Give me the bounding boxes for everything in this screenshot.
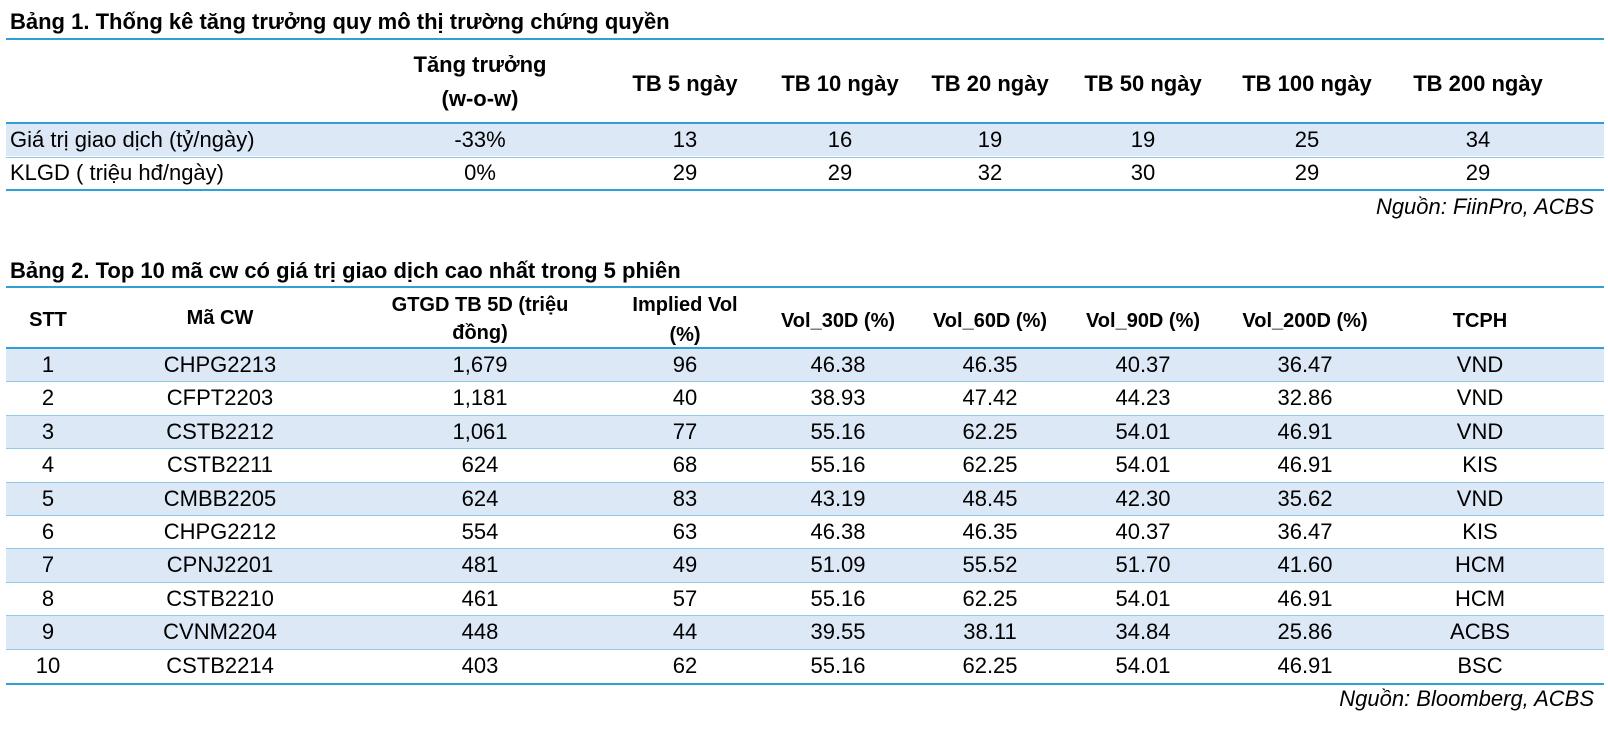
table1-title: Bảng 1. Thống kê tăng trưởng quy mô thị trường chứng quyền — [10, 9, 670, 34]
table2-bottom-rule — [6, 683, 1604, 685]
table2-cell: 46.38 — [810, 519, 866, 544]
table2-cell: 38.11 — [963, 619, 1017, 645]
table2-cell: 36.47 — [1277, 352, 1333, 377]
table2-cell: 48.45 — [962, 485, 1018, 511]
table1-header-tb100: TB 100 ngày — [1242, 71, 1372, 96]
table2-cell: 54.01 — [1115, 585, 1171, 611]
table2-cell: 54.01 — [1115, 418, 1171, 444]
table2-cell: 403 — [461, 652, 499, 678]
table2-cell: 554 — [461, 519, 499, 544]
table2-cell: 47.42 — [962, 385, 1018, 411]
table2-cell: 624 — [461, 452, 499, 478]
table1-source: Nguồn: FiinPro, ACBS — [1375, 194, 1594, 219]
table2-cell: BSC — [1457, 652, 1503, 678]
table1-cell: 29 — [827, 160, 853, 185]
table1-header-tb50: TB 50 ngày — [1084, 71, 1202, 96]
table2-cell: 57 — [672, 585, 698, 611]
table1-cell: 29 — [1294, 160, 1320, 185]
table2-cell: ACBS — [1450, 619, 1510, 645]
table2-row-divider — [6, 448, 1604, 449]
table2-row-divider — [6, 649, 1604, 650]
table2-cw-code: CSTB2210 — [166, 585, 274, 611]
table1-cell: 29 — [1465, 160, 1491, 185]
table2-header-stt: STT — [29, 309, 67, 331]
table2-cell: 4 — [41, 452, 55, 478]
table1-cell: 34 — [1465, 127, 1491, 152]
table2-cell: 55.16 — [810, 585, 866, 611]
table2-cell: 46.38 — [810, 352, 866, 377]
table2-top-rule — [6, 286, 1604, 288]
table1-row-label-klgd: KLGD ( triệu hđ/ngày) — [10, 160, 224, 185]
table2-cell: 624 — [461, 485, 499, 511]
table2-cell: HCM — [1454, 585, 1506, 611]
table2-cell: 46.91 — [1277, 452, 1333, 478]
table2-cell: 55.16 — [810, 452, 866, 478]
table2-header-gtgd-line2: đồng) — [452, 322, 508, 344]
table2-cell: 40.37 — [1115, 352, 1171, 377]
table2-cell: 51.70 — [1115, 552, 1171, 578]
table2-cell: 62.25 — [962, 652, 1018, 678]
table2-cw-code: CFPT2203 — [166, 385, 274, 411]
table2-row-divider — [6, 482, 1604, 483]
table2-cell: 6 — [41, 519, 55, 544]
table2-row-divider — [6, 582, 1604, 583]
table2-cell: 38.93 — [810, 385, 866, 411]
table2-cell: 54.01 — [1115, 652, 1171, 678]
table1-bottom-rule — [6, 189, 1604, 191]
table2-header-vol200: Vol_200D (%) — [1242, 310, 1368, 332]
table2-cell: 44.23 — [1115, 385, 1171, 411]
table2-cell: 1 — [41, 352, 55, 377]
table2-row-divider — [6, 515, 1604, 516]
table2-cw-code: CMBB2205 — [163, 485, 277, 511]
table2-cw-code: CVNM2204 — [163, 619, 277, 645]
table2-cell: 54.01 — [1115, 452, 1171, 478]
table2-cw-code: CSTB2211 — [167, 452, 273, 478]
table1-cell: 0% — [464, 160, 496, 185]
table2-cell: 32.86 — [1277, 385, 1333, 411]
table2-cell: 39.55 — [810, 619, 866, 645]
table2-cell: 481 — [461, 552, 499, 578]
table2-title: Bảng 2. Top 10 mã cw có giá trị giao dịch cao nhất trong 5 phiên — [10, 258, 681, 283]
table1-row-label-gia-tri: Giá trị giao dịch (tỷ/ngày) — [10, 127, 255, 152]
table1-row-divider — [6, 157, 1604, 158]
table2-header-tcph: TCPH — [1452, 310, 1508, 332]
table2-cell: 55.16 — [810, 652, 866, 678]
table2-cell: 62.25 — [962, 452, 1018, 478]
table1-header-growth-line1: Tăng trưởng — [413, 52, 547, 77]
table2-cell: 51.09 — [810, 552, 866, 578]
table2-cell: 43.19 — [810, 485, 866, 511]
table2-cell: 35.62 — [1277, 485, 1333, 511]
table2-cell: 8 — [41, 585, 55, 611]
table2-cell: 44 — [672, 619, 698, 645]
table1-header-tb20: TB 20 ngày — [931, 71, 1049, 96]
table2-cell: VND — [1456, 485, 1504, 511]
table2-cell: HCM — [1454, 552, 1506, 578]
table2-cell: 46.91 — [1277, 585, 1333, 611]
table2-cell: 3 — [41, 418, 55, 444]
table1-cell: 30 — [1130, 160, 1156, 185]
table2-cell: 5 — [41, 485, 55, 511]
table2-row-divider — [6, 381, 1604, 382]
table2-cell: 62.25 — [962, 585, 1018, 611]
table1-top-rule — [6, 38, 1604, 40]
table1-cell: 13 — [672, 127, 698, 152]
table2-cell: 96 — [672, 352, 698, 377]
table2-cell: VND — [1456, 352, 1504, 377]
table2-cell: 63 — [672, 519, 698, 544]
table1-header-growth-line2: (w-o-w) — [441, 86, 519, 111]
table2-cell: 46.35 — [962, 519, 1018, 544]
table1-cell: 16 — [827, 127, 853, 152]
table2-cell: 36.47 — [1277, 519, 1333, 544]
table2-row-divider — [6, 548, 1604, 549]
table2-header-gtgd-line1: GTGD TB 5D (triệu — [391, 294, 569, 316]
table2-cell: 9 — [41, 619, 55, 645]
table2-cell: 46.91 — [1277, 652, 1333, 678]
table2-cell: 46.91 — [1277, 418, 1333, 444]
table2-cell: 40.37 — [1115, 519, 1171, 544]
table2-cell: KIS — [1462, 519, 1498, 544]
table1-cell: -33% — [454, 127, 506, 152]
table2-cell: 40 — [672, 385, 698, 411]
table2-source: Nguồn: Bloomberg, ACBS — [1339, 686, 1594, 711]
table1-cell: 29 — [672, 160, 698, 185]
table2-cell: VND — [1456, 418, 1504, 444]
table1-header-tb200: TB 200 ngày — [1413, 71, 1543, 96]
table2-header-vol60: Vol_60D (%) — [932, 310, 1048, 332]
table2-row-divider — [6, 415, 1604, 416]
table2-header-iv-line2: (%) — [669, 324, 701, 346]
table2-cell: 1,679 — [452, 352, 508, 377]
table1-header-tb5: TB 5 ngày — [632, 71, 738, 96]
table2-cell: 55.16 — [810, 418, 866, 444]
table2-row-divider — [6, 615, 1604, 616]
table2-cell: 41.60 — [1277, 552, 1333, 578]
table2-cell: KIS — [1462, 452, 1498, 478]
table2-cell: 10 — [35, 652, 61, 678]
table2-header-vol90: Vol_90D (%) — [1085, 310, 1201, 332]
table2-cell: 34.84 — [1115, 619, 1171, 645]
table2-cell: VND — [1456, 385, 1504, 411]
table2-cell: 25.86 — [1277, 619, 1333, 645]
table2-cell: 49 — [672, 552, 698, 578]
table2-cell: 62 — [672, 652, 698, 678]
table2-cell: 77 — [672, 418, 698, 444]
table2-cell: 1,181 — [452, 385, 508, 411]
table1-header-tb10: TB 10 ngày — [781, 71, 899, 96]
table2-header-vol30: Vol_30D (%) — [780, 310, 896, 332]
table2-cell: 46.35 — [962, 352, 1018, 377]
table2-cw-code: CSTB2212 — [166, 418, 274, 444]
table2-cell: 461 — [461, 585, 499, 611]
table1-cell: 32 — [977, 160, 1003, 185]
table2-header-iv-line1: Implied Vol — [632, 294, 738, 316]
table2-cell: 62.25 — [962, 418, 1018, 444]
table2-cell: 55.52 — [962, 552, 1018, 578]
table1-cell: 19 — [1130, 127, 1156, 152]
table2-cell: 42.30 — [1115, 485, 1171, 511]
table2-header-ma-cw: Mã CW — [186, 307, 254, 329]
table1-cell: 25 — [1294, 127, 1320, 152]
table2-cell: 2 — [41, 385, 55, 411]
table1-cell: 19 — [977, 127, 1003, 152]
table2-cell: 68 — [672, 452, 698, 478]
table2-cell: 7 — [41, 552, 55, 578]
table2-cw-code: CHPG2212 — [163, 519, 277, 544]
table2-cw-code: CHPG2213 — [163, 352, 277, 377]
table2-cw-code: CSTB2214 — [166, 652, 274, 678]
table2-cw-code: CPNJ2201 — [166, 552, 274, 578]
table2-cell: 448 — [461, 619, 499, 645]
table2-cell: 83 — [672, 485, 698, 511]
table2-cell: 1,061 — [452, 418, 508, 444]
